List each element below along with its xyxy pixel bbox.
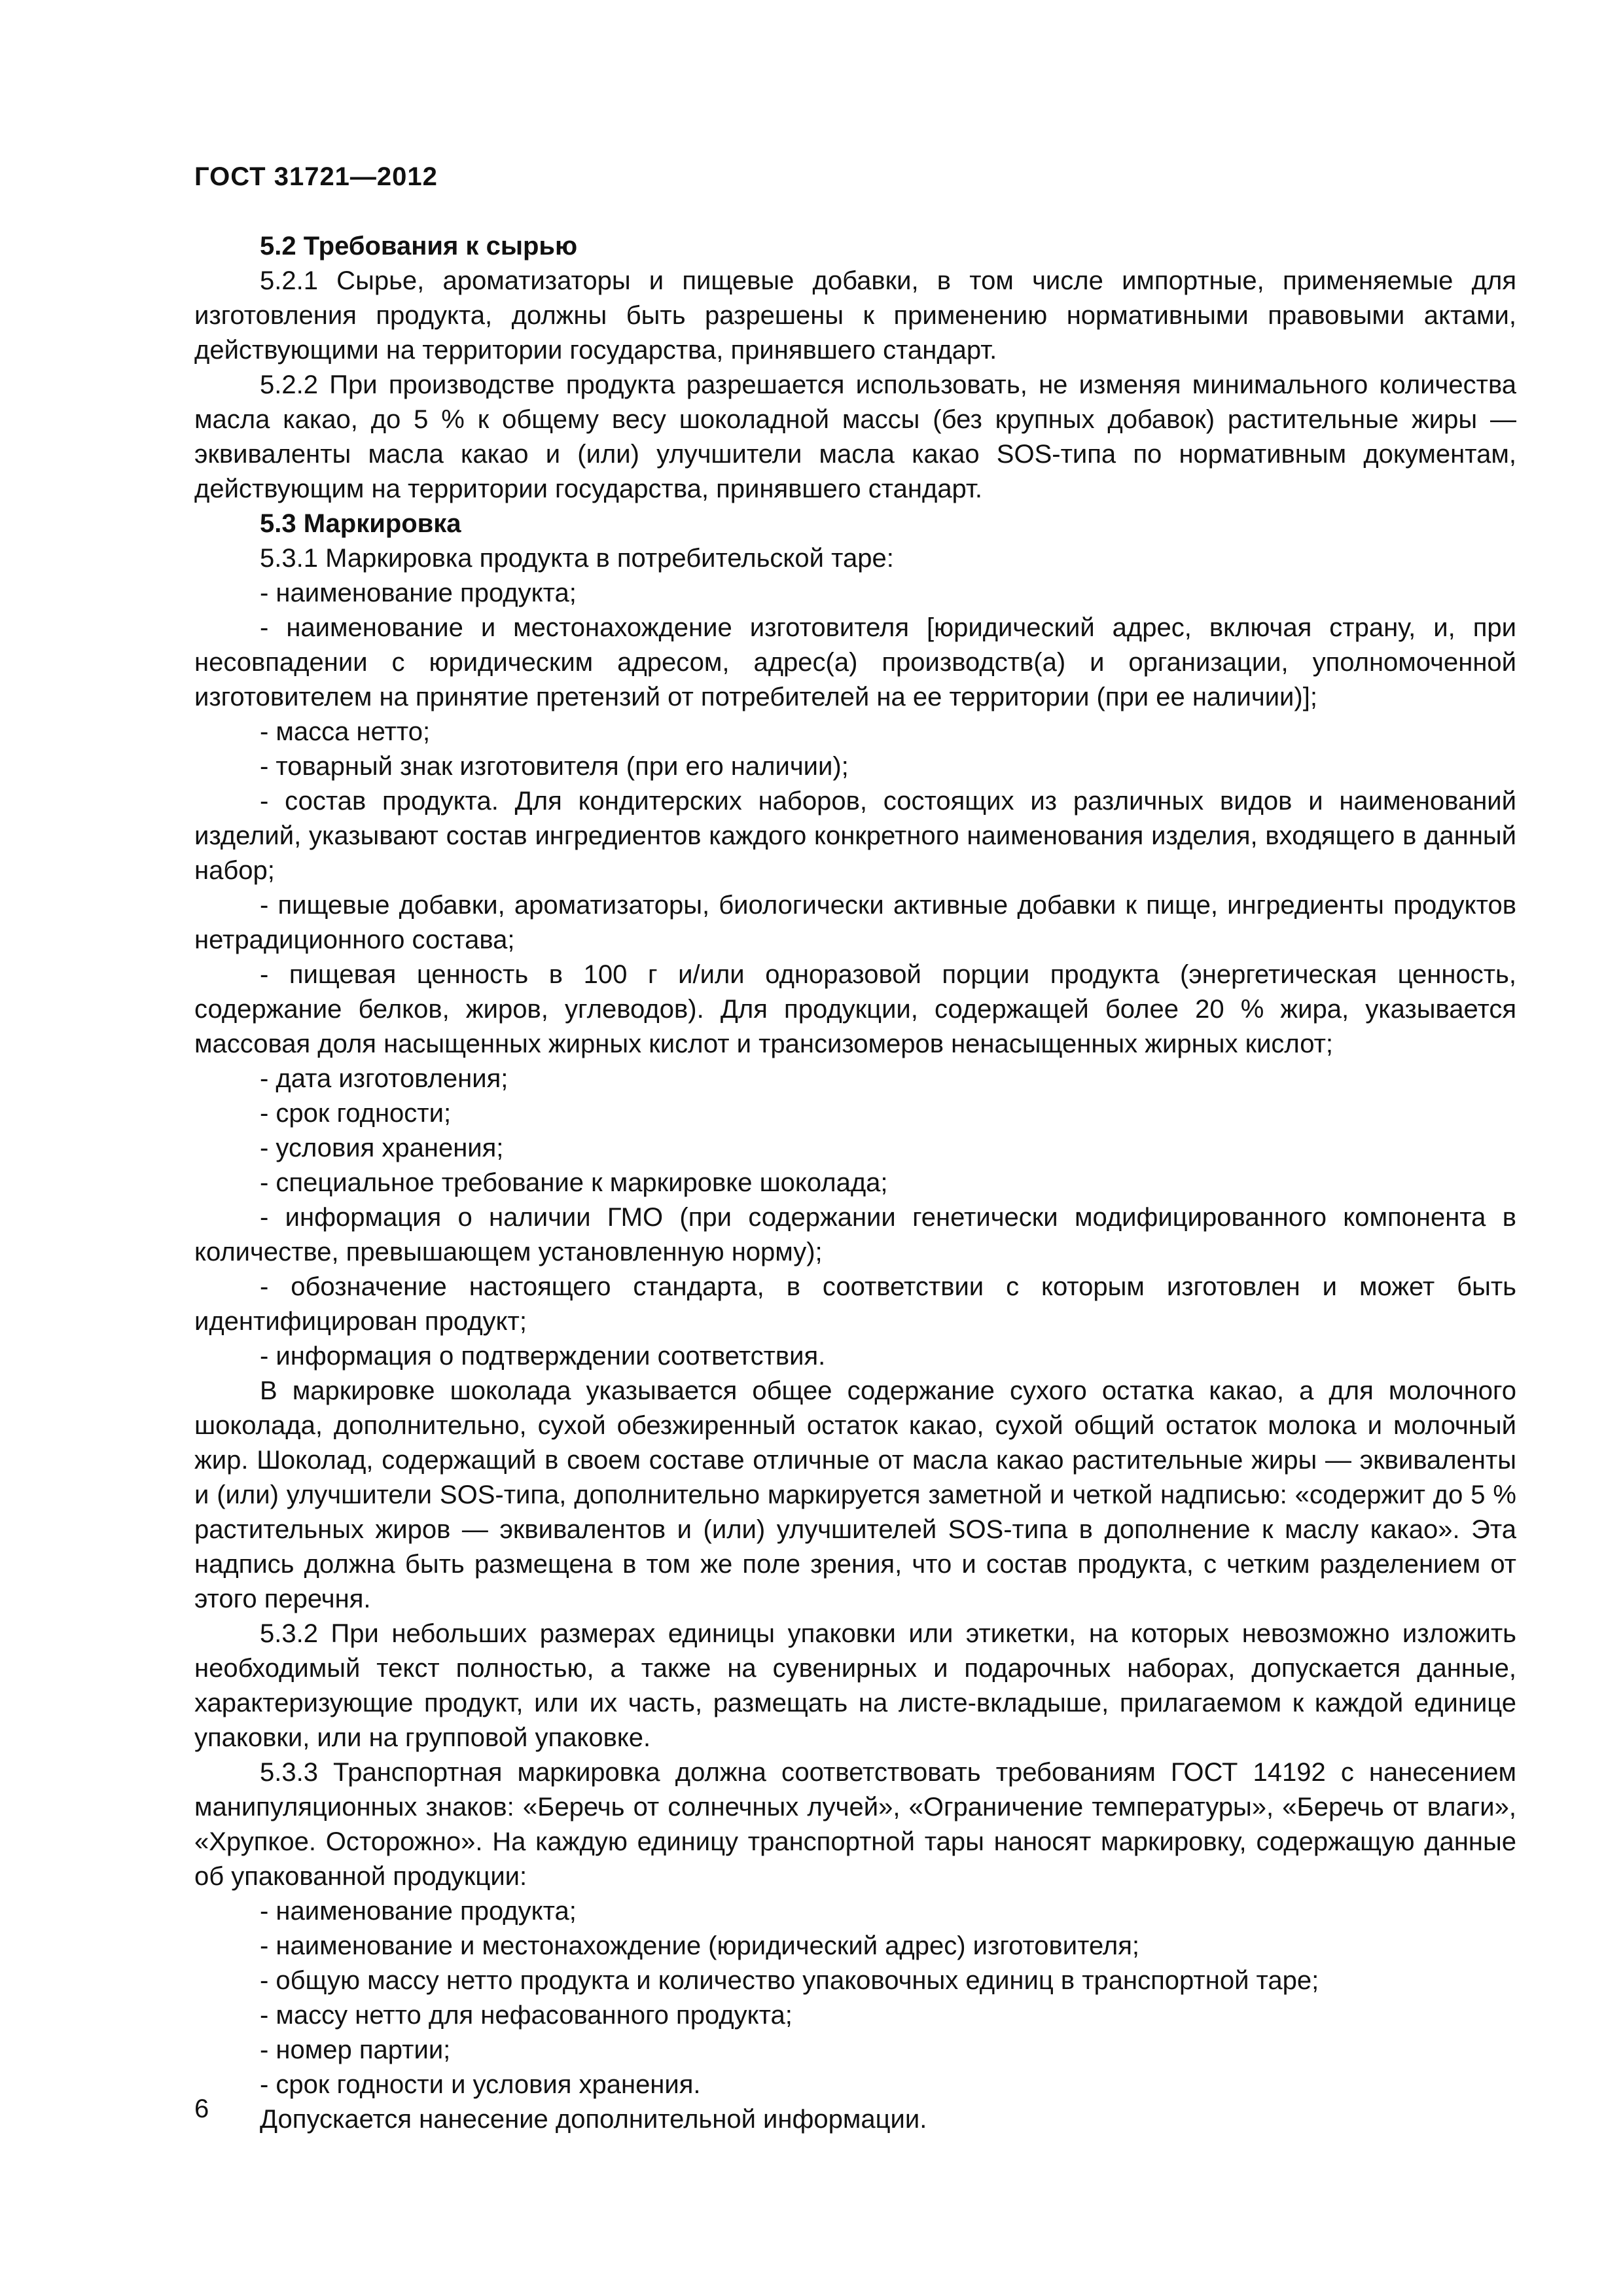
paragraph-chocolate-labeling: В маркировке шоколада указывается общее содержание сухого остатка какао, а для молочного шоколада, дополнительно, сухой обезжиренный остаток какао, сухой общий остаток молока и молочный жир. Шоколад, содержащий в своем составе отличные от масла какао растительные жиры — эквиваленты и (или) улучшители SOS-типа, дополнительно маркируется заметной и четкой надписью: «содержит до 5 % растительных жиров — эквивалентов и (или) улучшителей SOS-типа в дополнение к маслу какао». Эта надпись должна быть размещена в том же поле зрения, что и состав продукта, с четким разделением от этого перечня. [194,1376,1516,1613]
list-item: - дата изготовления; [260,1064,508,1093]
list-item: - наименование и местонахождение изготовителя [юридический адрес, включая страну, и, при несовпадении с юридическим адресом, адрес(а) производств(а) и организации, уполномоченной изготовителем на принятие претензий от потребителей на ее территории (при ее наличии)]; [194,613,1516,711]
list-item: - наименование продукта; [260,579,577,607]
consumer-label-list [194,576,1516,1374]
list-item: - массу нетто для нефасованного продукта; [260,2001,793,2030]
list-item: - пищевые добавки, ароматизаторы, биологически активные добавки к пище, ингредиенты продуктов нетрадиционного состава; [194,891,1516,954]
list-item: - состав продукта. Для кондитерских наборов, состоящих из различных видов и наименований изделий, указывают состав ингредиентов каждого конкретного наименования изделия, входящего в данный набор; [194,787,1516,885]
list-item: - товарный знак изготовителя (при его наличии); [260,752,849,781]
document-body [194,229,1516,2137]
list-item: - информация о наличии ГМО (при содержании генетически модифицированного компонента в количестве, превышающем установленную норму); [194,1203,1516,1266]
paragraph-5-3-2: 5.3.2 При небольших размерах единицы упаковки или этикетки, на которых невозможно изложить необходимый текст полностью, а также на сувенирных и подарочных наборах, допускается данные, характеризующие продукт, или их часть, размещать на листе-вкладыше, прилагаемом к каждой единице упаковки, или на групповой упаковке. [194,1619,1516,1752]
list-item: - пищевая ценность в 100 г и/или одноразовой порции продукта (энергетическая ценность, содержание белков, жиров, углеводов). Для продукции, содержащей более 20 % жира, указывается массовая доля насыщенных жирных кислот и трансизомеров ненасыщенных жирных кислот; [194,960,1516,1058]
list-item: - масса нетто; [260,717,431,746]
paragraph-5-2-2: 5.2.2 При производстве продукта разрешается использовать, не изменяя минимального количества масла какао, до 5 % к общему весу шоколадной массы (без крупных добавок) растительные жиры — эквиваленты масла какао и (или) улучшители масла какао SOS-типа по нормативным документам, действующим на территории государства, принявшего стандарт. [194,370,1516,503]
list-item: - информация о подтверждении соответствия. [260,1342,826,1371]
list-item: - обозначение настоящего стандарта, в соответствии с которым изготовлен и может быть идентифицирован продукт; [194,1272,1516,1336]
transport-label-list [194,1894,1516,2102]
page-number: 6 [194,2094,209,2123]
section-heading-5-3: 5.3 Маркировка [260,509,461,538]
paragraph-5-3-3: 5.3.3 Транспортная маркировка должна соответствовать требованиям ГОСТ 14192 с нанесением манипуляционных знаков: «Беречь от солнечных лучей», «Ограничение температуры», «Беречь от влаги», «Хрупкое. Осторожно». На каждую единицу транспортной тары наносят маркировку, содержащую данные об упакованной продукции: [194,1758,1516,1891]
list-item: - наименование продукта; [260,1897,577,1926]
paragraph-5-2-1: 5.2.1 Сырье, ароматизаторы и пищевые добавки, в том числе импортные, применяемые для изготовления продукта, должны быть разрешены к применению нормативными правовыми актами, действующими на территории государства, принявшего стандарт. [194,266,1516,365]
list-item: - условия хранения; [260,1134,504,1162]
list-item: - наименование и местонахождение (юридический адрес) изготовителя; [260,1931,1140,1960]
list-item: - общую массу нетто продукта и количество упаковочных единиц в транспортной таре; [260,1966,1319,1995]
section-heading-5-2: 5.2 Требования к сырью [260,232,578,260]
list-item: - специальное требование к маркировке шоколада; [260,1168,888,1197]
list-item: - срок годности и условия хранения. [260,2070,701,2099]
list-item: - срок годности; [260,1099,452,1128]
paragraph-5-3-1: 5.3.1 Маркировка продукта в потребительской таре: [260,544,894,573]
paragraph-additional-info: Допускается нанесение дополнительной информации. [260,2105,927,2134]
document-id: ГОСТ 31721—2012 [194,162,438,191]
list-item: - номер партии; [260,2036,451,2064]
